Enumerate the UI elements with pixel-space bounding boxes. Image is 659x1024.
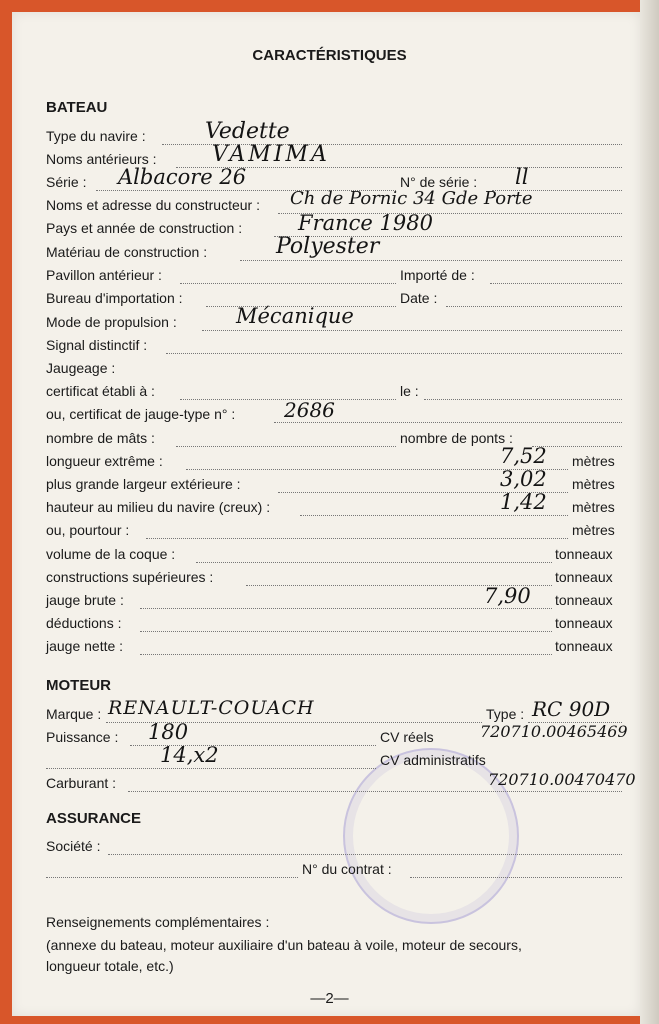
- date-label: Date :: [400, 290, 438, 306]
- puissance-label: Puissance :: [46, 729, 119, 745]
- certificat-jauge-line: [274, 422, 622, 423]
- deductions-line: [140, 631, 552, 632]
- signal-line: [166, 353, 622, 354]
- jaugeage-label: Jaugeage :: [46, 360, 116, 376]
- puissance-line-2: [46, 768, 376, 769]
- societe-label: Société :: [46, 838, 101, 854]
- renseignements-note-line-1: (annexe du bateau, moteur auxiliaire d'un bateau à voile, moteur de secours,: [46, 937, 522, 953]
- constructions-label: constructions supérieures :: [46, 569, 214, 585]
- jauge-nette-label: jauge nette :: [46, 638, 124, 654]
- pays-annee-value: France 1980: [298, 211, 433, 235]
- volume-label: volume de la coque :: [46, 546, 176, 562]
- contrat-line-left: [46, 877, 298, 878]
- largeur-label: plus grande largeur extérieure :: [46, 476, 241, 492]
- le-label: le :: [400, 383, 419, 399]
- serie-label: Série :: [46, 174, 87, 190]
- pavillon-line: [180, 283, 396, 284]
- booklet-spine: [640, 0, 659, 1024]
- certificat-jauge-label: ou, certificat de jauge-type n° :: [46, 406, 236, 422]
- hauteur-value: 1,42: [500, 490, 547, 514]
- largeur-value: 3,02: [500, 467, 547, 491]
- constructeur-label: Noms et adresse du constructeur :: [46, 197, 260, 213]
- page-title: CARACTÉRISTIQUES: [252, 47, 407, 64]
- bureau-label: Bureau d'importation :: [46, 290, 183, 306]
- mats-label: nombre de mâts :: [46, 430, 155, 446]
- contrat-line: [410, 877, 622, 878]
- puissance-value-2: 14,x2: [160, 743, 219, 767]
- section-heading-assurance: ASSURANCE: [46, 810, 142, 827]
- jauge-nette-unit: tonneaux: [555, 638, 613, 654]
- materiau-value: Polyester: [276, 234, 380, 259]
- marque-label: Marque :: [46, 706, 102, 722]
- propulsion-line: [202, 330, 622, 331]
- mats-line: [176, 446, 396, 447]
- cv-reels-label: CV réels: [380, 729, 434, 745]
- hauteur-label: hauteur au milieu du navire (creux) :: [46, 499, 271, 515]
- marque-value: RENAULT-COUACH: [108, 697, 315, 719]
- propulsion-label: Mode de propulsion :: [46, 314, 177, 330]
- volume-line: [196, 562, 552, 563]
- longueur-value: 7,52: [500, 444, 547, 468]
- section-heading-bateau: BATEAU: [46, 99, 108, 116]
- constructeur-value: Ch de Pornic 34 Gde Porte: [290, 188, 533, 209]
- section-heading-moteur: MOTEUR: [46, 677, 111, 694]
- cv-reels-value: 720710.00465469: [480, 722, 628, 741]
- propulsion-value: Mécanique: [236, 304, 354, 328]
- renseignements-label: Renseignements complémentaires :: [46, 914, 270, 930]
- importe-label: Importé de :: [400, 267, 475, 283]
- noms-anterieurs-label: Noms antérieurs :: [46, 151, 157, 167]
- pourtour-unit: mètres: [572, 522, 615, 538]
- constructions-unit: tonneaux: [555, 569, 613, 585]
- ponts-label: nombre de ponts :: [400, 430, 513, 446]
- materiau-line: [240, 260, 622, 261]
- numero-serie-value: ll: [515, 165, 529, 189]
- certificat-label: certificat établi à :: [46, 383, 155, 399]
- deductions-unit: tonneaux: [555, 615, 613, 631]
- materiau-label: Matériau de construction :: [46, 244, 208, 260]
- cv-administratifs-label: CV administratifs: [380, 752, 486, 768]
- pays-annee-label: Pays et année de construction :: [46, 220, 243, 236]
- le-line: [424, 399, 622, 400]
- jauge-brute-value: 7,90: [484, 584, 531, 608]
- serie-value: Albacore 26: [118, 165, 247, 189]
- societe-line: [108, 854, 622, 855]
- jauge-brute-unit: tonneaux: [555, 592, 613, 608]
- hauteur-line: [300, 515, 568, 516]
- numero-serie-label: N° de série :: [400, 174, 478, 190]
- carburant-label: Carburant :: [46, 775, 117, 791]
- page-number: —2—: [310, 990, 349, 1007]
- volume-unit: tonneaux: [555, 546, 613, 562]
- longueur-label: longueur extrême :: [46, 453, 163, 469]
- type-navire-label: Type du navire :: [46, 128, 146, 144]
- jauge-nette-line: [140, 654, 552, 655]
- pavillon-label: Pavillon antérieur :: [46, 267, 162, 283]
- noms-anterieurs-value: VAMIMA: [212, 142, 330, 167]
- longueur-unit: mètres: [572, 453, 615, 469]
- puissance-value: 180: [148, 720, 189, 744]
- deductions-label: déductions :: [46, 615, 122, 631]
- signal-label: Signal distinctif :: [46, 337, 148, 353]
- renseignements-note-line-2: longueur totale, etc.): [46, 958, 174, 974]
- date-line: [446, 306, 622, 307]
- type-navire-value: Vedette: [205, 119, 290, 144]
- certificat-jauge-value: 2686: [284, 398, 335, 422]
- importe-line: [490, 283, 622, 284]
- jauge-brute-line: [140, 608, 552, 609]
- carburant-line: [128, 791, 622, 792]
- moteur-type-label: Type :: [486, 706, 525, 722]
- pourtour-line: [146, 538, 568, 539]
- jauge-brute-label: jauge brute :: [46, 592, 124, 608]
- pourtour-label: ou, pourtour :: [46, 522, 130, 538]
- carburant-value: 720710.00470470: [488, 770, 636, 789]
- hauteur-unit: mètres: [572, 499, 615, 515]
- moteur-type-value: RC 90D: [532, 697, 611, 721]
- largeur-unit: mètres: [572, 476, 615, 492]
- contrat-label: N° du contrat :: [302, 861, 392, 877]
